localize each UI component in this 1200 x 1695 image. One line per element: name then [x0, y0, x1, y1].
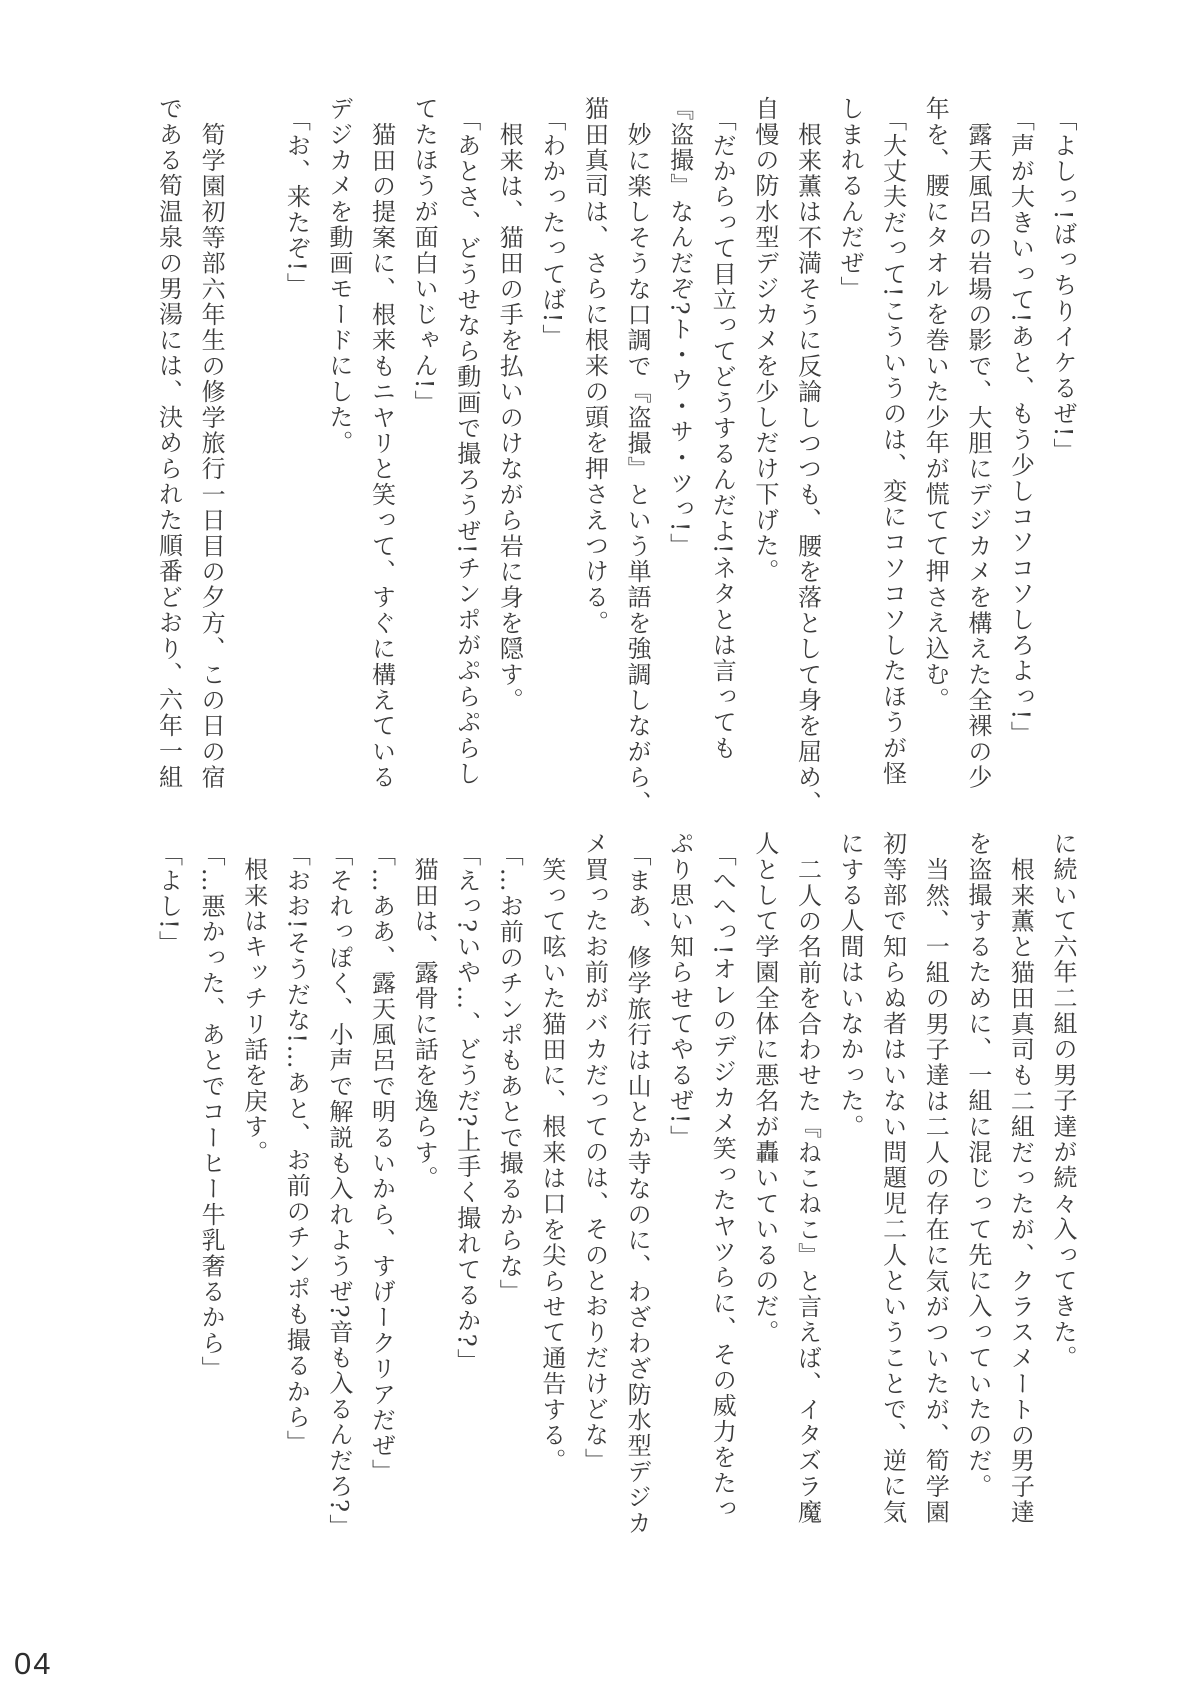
text-column: 「だからって目立ってどうするんだよ!ネタとは言っても: [708, 107, 737, 761]
text-column: 人として学園全体に悪名が轟いているのだ。: [750, 831, 779, 1345]
text-column: 年を、腰にタオルを巻いた少年が慌てて押さえ込む。: [921, 96, 950, 713]
text-column: 笑って呟いた猫田に、根来は口を尖らせて通告する。: [537, 857, 566, 1474]
text-column: 「えっ?いや…、どうだ?上手く撮れてるか?」: [452, 842, 481, 1375]
text-column: 根来はキッチリ話を戻す。: [239, 857, 268, 1166]
text-column: 「よしっ!ばっちりイケるぜ!」: [1049, 107, 1077, 464]
text-column: を盗撮するために、一組に混じって先に入っていたのだ。: [963, 831, 992, 1500]
lower-text-band: [147, 831, 1084, 1547]
text-column: 「お、来たぞ!」: [282, 107, 311, 299]
text-column: 「あとさ、どうせなら動画で撮ろうぜ!チンポがぷらぷらし: [452, 107, 481, 787]
text-column: 猫田は、露骨に話を逸らす。: [410, 857, 439, 1192]
text-column: 筍学園初等部六年生の修学旅行一日目の夕方、この日の宿: [197, 122, 226, 791]
text-column: 根来薫と猫田真司も二組だったが、クラスメートの男子達: [1006, 857, 1035, 1526]
text-column: 妙に楽しそうな口調で『盗撮』という単語を強調しながら、: [623, 122, 652, 816]
text-column: 自慢の防水型デジカメを少しだけ下げた。: [750, 96, 779, 585]
text-column: 根来薫は不満そうに反論しつつも、腰を落として身を屈め、: [793, 122, 822, 816]
text-column: 初等部で知らぬ者はいない問題児二人ということで、逆に気: [878, 831, 907, 1525]
text-column: しまれるんだぜ」: [836, 96, 865, 302]
text-column: 当然、一組の男子達は二人の存在に気がついたが、筍学園: [921, 857, 950, 1526]
text-column: メ買ったお前がバカだってのは、そのとおりだけどな」: [580, 831, 609, 1474]
text-column: 「よし!」: [154, 842, 183, 957]
text-column: 猫田の提案に、根来もニヤリと笑って、すぐに構えている: [367, 122, 396, 791]
text-column: 「…ああ、露天風呂で明るいから、すげークリアだぜ」: [367, 842, 396, 1485]
text-column: てたほうが面白いじゃん!」: [410, 96, 439, 416]
page-number: 04: [14, 1646, 53, 1681]
text-column: 根来は、猫田の手を払いのけながら岩に身を隠す。: [495, 122, 524, 714]
text-column: 「へへっ!オレのデジカメ笑ったヤツらに、その威力をたっ: [708, 842, 737, 1522]
text-column: 「大丈夫だって!こういうのは、変にコソコソしたほうが怪: [878, 107, 907, 787]
text-column: 「おお!そうだな!…あと、お前のチンポも撮るから」: [282, 842, 311, 1456]
text-column: 猫田真司は、さらに根来の頭を押さえつける。: [580, 96, 609, 636]
text-column: 「…悪かった、あとでコーヒー牛乳奢るから」: [197, 842, 226, 1382]
text-column: 露天風呂の岩場の影で、大胆にデジカメを構えた全裸の少: [963, 122, 992, 791]
blank-separator-column: [232, 96, 275, 812]
text-column: 「わかったってば!」: [537, 107, 566, 350]
text-column: デジカメを動画モードにした。: [324, 96, 353, 456]
text-column: 「まあ、修学旅行は山とか寺なのに、わざわざ防水型デジカ: [623, 842, 652, 1536]
text-column: に続いて六年二組の男子達が続々入ってきた。: [1049, 831, 1077, 1371]
text-column: 『盗撮』なんだぞ?ト・ウ・サ・ツっ!」: [665, 96, 694, 559]
text-column: 「それっぽく、小声で解説も入れようぜ?音も入るんだろ?」: [324, 842, 353, 1540]
text-column: 「声が大きいって!あと、もう少しコソコソしろよっ!」: [1006, 107, 1035, 747]
text-column: である筍温泉の男湯には、決められた順番どおり、六年一組: [154, 96, 183, 790]
text-column: にする人間はいなかった。: [836, 831, 865, 1140]
text-column: 二人の名前を合わせた『ねこねこ』と言えば、イタズラ魔: [793, 857, 822, 1526]
text-column: ぷり思い知らせてやるぜ!」: [665, 831, 694, 1151]
upper-text-band: [147, 96, 1084, 816]
text-column: 「…お前のチンポもあとで撮るからな」: [495, 842, 524, 1305]
